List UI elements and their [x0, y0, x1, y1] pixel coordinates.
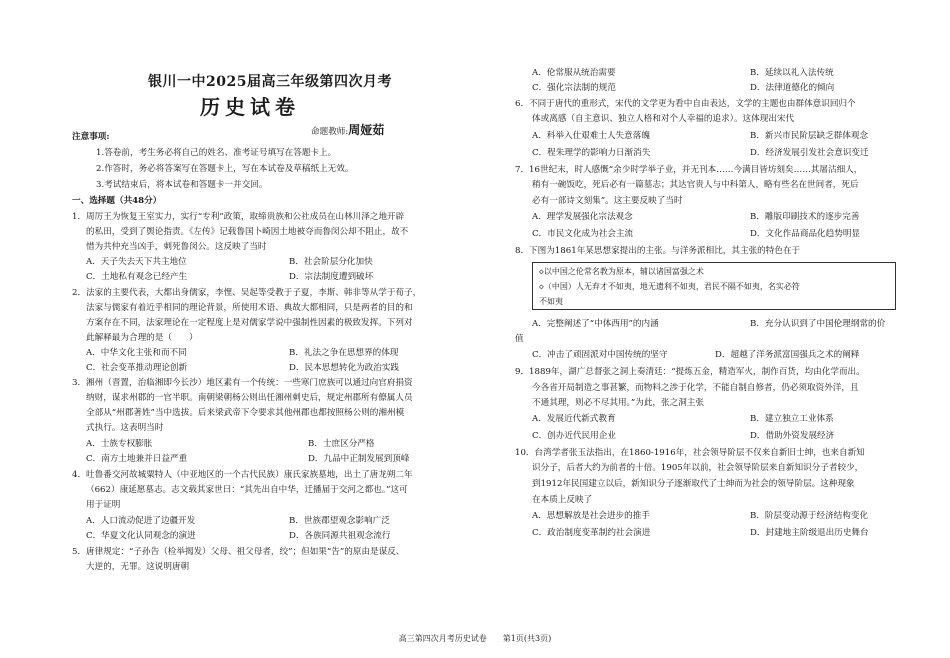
teacher-name: 周娅茹	[348, 123, 385, 137]
q7-option-d: D．文化作品商品化趋势明显	[750, 229, 861, 239]
q8-quote-line: ◇以中国之伦常名教为原本，辅以诸国富强之术	[539, 267, 704, 276]
q8-option-c: C．冲击了顽固派对中国传统的坚守	[532, 350, 668, 360]
section-heading: 一、选择题（共48分）	[72, 196, 162, 206]
note-item: 3.考试结束后，将本试卷和答题卡一并交回。	[96, 180, 268, 190]
q9-option-a: A．发展近代新式教育	[532, 414, 616, 424]
question-2-text: 方案存在不同，法家理论在一定程度上是对儒家学说中强制性因素的极致发挥。下列对	[86, 318, 413, 328]
notes-heading: 注意事项:	[72, 132, 110, 142]
question-3-text: 式执行。这表明当时	[86, 423, 164, 433]
q1-option-c: C．土地私有观念已经产生	[86, 272, 188, 282]
q6-option-b: B．新兴市民阶层缺乏群体观念	[750, 131, 869, 141]
q9-option-d: D．借助外资发展经济	[750, 431, 835, 441]
q2-option-b: B．礼法之争在思想界的体现	[289, 348, 399, 358]
question-8-text: 8．下图为1861年某思想家提出的主张。与洋务派相比，其主张的特色在于	[515, 246, 801, 256]
q8-option-b-cont: 值	[515, 334, 524, 344]
q6-option-a: A．科举入仕艰难士人失意落魄	[532, 131, 650, 141]
q10-option-b: B．阶层变动源于经济结构变化	[750, 511, 869, 521]
q5-option-b: B．延续以礼入法传统	[750, 68, 834, 78]
q4-option-b: B．世族郡望观念影响广泛	[289, 516, 390, 526]
q4-option-d: D．各族同源共祖观念流行	[289, 531, 391, 541]
note-item: 2.作答时，务必将答案写在答题卡上，写在本试卷及草稿纸上无效。	[96, 164, 354, 174]
q1-option-a: A．天子失去天下共主地位	[86, 257, 187, 267]
q3-option-b: B．士庶区分严格	[308, 439, 375, 449]
question-2-text: 2．法家的主要代表，大都出身儒家，李悝、吴起等受教于子夏，李斯、韩非等从学于荀子，	[72, 288, 422, 298]
question-9-text: 不通其理，则必不尽其用。”为此，张之洞主张	[532, 398, 704, 408]
question-3-text: 全部从“州郡著姓”当中选拔。后来梁武帝下令要求其他州郡也都按照杨公则的湘州模	[86, 408, 405, 418]
q7-option-b: B．雕版印刷技术的逐步完善	[750, 212, 860, 222]
q10-option-c: C．政治制度变革制约社会演进	[532, 528, 651, 538]
q5-option-a: A．伦常服从统治需要	[532, 68, 616, 78]
question-2-text: 此解释最为合理的是（ ）	[86, 333, 198, 343]
question-9-text: 今各省开局制造之事甚繁，而物料之涉于化学，不能自制自修者，仍必须取资外洋，且	[532, 383, 859, 393]
question-10-text: 到1912年民国建立以后，新知识分子逐渐取代了士绅而为社会的领导阶层。这种现象	[532, 479, 855, 489]
question-4-text: （662）康延愿墓志。志文载其家世曰：“其先出自中华，迁播届于交河之都也。”这可	[86, 485, 408, 495]
question-5-text: 5．唐律规定：“子孙告（检举揭发）父母、祖父母者，绞”；但如果“告”的原由是谋反、	[72, 547, 405, 557]
question-7-text: 稍有一碗饭吃，死后必有一篇墓志；其达官贵人与中科第人，略有些名在世间者，死后	[532, 180, 859, 190]
q6-option-c: C．程朱理学的影响力日渐消失	[532, 148, 651, 158]
question-10-text: 识分子，后者大约为前者的十倍。1905年以前，社会领导阶层来自新知识分子者较少，	[532, 463, 864, 473]
question-2-text: 法家与儒家有着近乎相同的理论背景，所使用术语、典故大都相同，只是两者的目的和	[86, 303, 413, 313]
q10-option-d: D．封建地主阶级退出历史舞台	[750, 528, 869, 538]
q8-quote-line: 不如夷	[539, 297, 563, 306]
q3-option-d: D．九品中正制发展到顶峰	[308, 454, 410, 464]
question-1-text: 惜为共仲充当凶手，刺死鲁闵公。这反映了当时	[86, 242, 267, 252]
subject-title: 历史试卷	[200, 95, 300, 119]
q9-option-b: B．建立独立工业体系	[750, 414, 834, 424]
question-4-text: 4．吐鲁番交河故城粟特人（中亚地区的一个古代民族）康氏家族墓地，出土了唐龙朔二年	[72, 470, 413, 480]
q2-option-a: A．中华文化主张和而不同	[86, 348, 187, 358]
q6-option-d: D．经济发展引发社会意识变迁	[750, 148, 869, 158]
q5-option-c: C．强化宗法制的规范	[532, 83, 616, 93]
q8-option-a: A．完整阐述了“中体西用”的内涵	[532, 319, 659, 329]
q5-option-d: D．法律道德化的倾向	[750, 83, 835, 93]
q4-option-c: C．华夏文化认同观念的演进	[86, 531, 196, 541]
q4-option-a: A．人口流动促进了边疆开发	[86, 516, 196, 526]
question-7-text: 必有一部诗文刻集”。这主要反映了当时	[532, 196, 683, 206]
note-item: 1.答卷前，考生务必将自己的姓名、准考证号填写在答题卡上。	[96, 148, 337, 158]
question-3-text: 纳财，谋求州郡的一官半职。南朝梁朝杨公则出任湘州刺史后，规定州郡所有僚属人员	[86, 393, 413, 403]
q2-option-c: C．社会变革推动理论创新	[86, 363, 188, 373]
q3-option-c: C．南方土地兼并日益严重	[86, 454, 188, 464]
q9-option-c: C．创办近代民用企业	[532, 431, 616, 441]
page-footer: 高三第四次月考历史试卷 第1页(共3页)	[398, 634, 552, 643]
q8-quote-line: ◇（中国）人无弃才不如夷，地无遗利不如夷，君民不隔不如夷，名实必符	[539, 282, 800, 291]
teacher-line	[311, 124, 384, 138]
question-6-text: 6．不同于唐代的重形式，宋代的文学更为看中自由表达，文学的主题也由群体意识回归个	[515, 99, 856, 109]
q8-option-d: D．超越了洋务派富国强兵之术的阐释	[715, 350, 860, 360]
school-title: 银川一中2025届高三年级第四次月考	[148, 74, 392, 90]
q1-option-d: D．宗法制度遭到破坏	[289, 272, 374, 282]
q8-option-b: B．充分认识到了中国伦理纲常的价	[750, 319, 886, 329]
question-3-text: 3．湘州（晋置，治临湘即今长沙）地区素有一个传统：一些寒门庶族可以通过向官府捐资	[72, 378, 413, 388]
question-10-text: 在本质上反映了	[532, 495, 593, 505]
q7-option-a: A．理学发展强化宗法观念	[532, 212, 633, 222]
question-6-text: 体或离感（自主意识、独立人格和对个人幸福的追求）。这体现出宋代	[532, 114, 795, 124]
question-9-text: 9．1889年，湖广总督张之洞上奏清廷：“提炼五金，精造军火，制作百货，均由化学而出。	[515, 367, 865, 377]
question-5-text: 大逆的，无罪。这说明唐朝	[86, 562, 190, 572]
question-1-text: 1．周厉王为恢复王室实力，实行“专利”政策，取缔贵族和公社成员在山林川泽之地开辟	[72, 212, 405, 222]
question-4-text: 用于证明	[86, 500, 121, 510]
teacher-label: 命题教师:	[311, 127, 349, 137]
q8-quote-box	[532, 262, 896, 310]
question-1-text: 的私田，受到了舆论指责。《左传》记载鲁国卜崎因土地被夺而鲁闵公却不阻止，故不	[86, 227, 409, 237]
question-7-text: 7．16世纪末，时人感慨“余少时学举子业，并无刊本……今满目皆坊刻矣……其屠沽细人，	[515, 165, 863, 175]
q1-option-b: B．社会阶层分化加快	[289, 257, 373, 267]
q7-option-c: C．市民文化成为社会主流	[532, 229, 634, 239]
q2-option-d: D．民本思想转化为政治实践	[289, 363, 400, 373]
q3-option-a: A．士族专权膨胀	[86, 439, 153, 449]
question-10-text: 10．台湾学者张玉法指出，在1860-1916年，社会领导阶层不仅来自新旧士绅，也来自新知	[515, 448, 865, 458]
q10-option-a: A．思想解放是社会进步的推手	[532, 511, 650, 521]
